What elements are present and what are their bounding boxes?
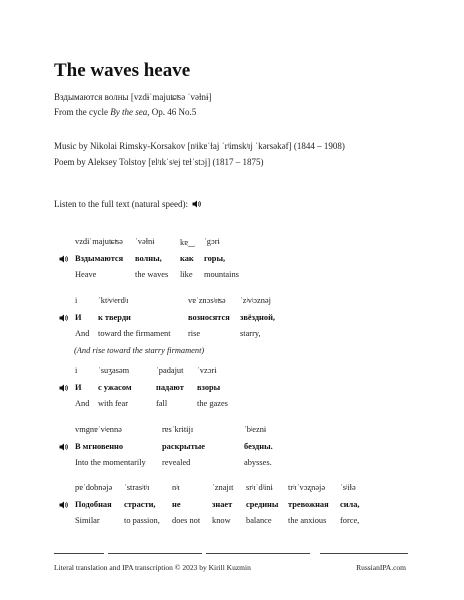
russian-title: Вздымаются волны [vzdɨˈmajuʨʦə ˈvəɫnɨ]	[54, 92, 212, 102]
russian-word: Подобная	[75, 500, 112, 509]
russian-word: страсти,	[124, 500, 156, 509]
footer-rule	[320, 553, 408, 554]
russian-word: к тверди	[98, 313, 131, 322]
ipa-word: vmgnɐˈvʲennə	[75, 425, 122, 434]
english-gloss: force,	[340, 516, 360, 525]
english-gloss: Into the momentarily	[75, 458, 146, 467]
ipa-word: rɐsˈkrɨtɨjɪ	[162, 425, 194, 434]
ipa-word: srʲɪˈdʲinɨ	[246, 483, 273, 492]
russian-word: горы,	[204, 254, 226, 263]
english-gloss: balance	[246, 516, 272, 525]
footer-site-link[interactable]: RussianIPA.com	[356, 563, 406, 572]
russian-word: как	[180, 254, 194, 263]
english-gloss: starry,	[240, 329, 261, 338]
listen-label: Listen to the full text (natural speed):	[54, 199, 188, 209]
russian-word: бездны.	[244, 442, 273, 451]
english-gloss: toward the firmament	[98, 329, 171, 338]
ipa-word: trʲɪˈvɔʐnəjə	[288, 483, 326, 492]
russian-word: Вздымаются	[75, 254, 124, 263]
footer-rule	[206, 553, 310, 554]
english-gloss: rise	[188, 329, 201, 338]
english-gloss: Heave	[75, 270, 97, 279]
music-credit: Music by Nikolai Rimsky-Korsakov [nʲikɐˈɫaj ˈrʲimskʲɪj ˈkərsəkəf] (1844 – 1908)	[54, 141, 345, 151]
english-gloss: revealed	[162, 458, 191, 467]
russian-word: звёздной,	[240, 313, 275, 322]
russian-word: волны,	[135, 254, 162, 263]
cycle-name: By the sea	[110, 107, 148, 117]
english-gloss: mountains	[204, 270, 239, 279]
english-gloss: abysses.	[244, 458, 272, 467]
russian-word: падают	[156, 383, 184, 392]
russian-word: сила,	[340, 500, 360, 509]
ipa-word: ˈzʲvʲɔznəj	[240, 296, 271, 305]
footer-rule	[54, 553, 104, 554]
speaker-icon[interactable]	[59, 501, 68, 509]
speaker-icon[interactable]	[59, 255, 68, 263]
ipa-word: pɐˈdobnəjə	[75, 483, 113, 492]
speaker-icon[interactable]	[59, 314, 68, 322]
speaker-icon[interactable]	[192, 200, 201, 208]
english-gloss: fall	[156, 399, 168, 408]
speaker-icon[interactable]	[59, 443, 68, 451]
ipa-word: ˈstrasʲtʲɪ	[124, 483, 150, 492]
english-gloss: Similar	[75, 516, 100, 525]
ipa-word: i	[75, 366, 78, 375]
russian-word: возносятся	[188, 313, 230, 322]
footer-rule	[108, 553, 202, 554]
english-gloss: And	[75, 399, 90, 408]
russian-word: взоры	[197, 383, 221, 392]
russian-word: И	[75, 383, 82, 392]
english-gloss: the waves	[135, 270, 169, 279]
ipa-word: ˈsuʒasəm	[98, 366, 130, 375]
ipa-word: ˈvzɔrɨ	[197, 366, 217, 375]
english-gloss: to passion,	[124, 516, 160, 525]
russian-word: знает	[212, 500, 233, 509]
ipa-word: ˈsʲiɫə	[340, 483, 356, 492]
ipa-word: ˈbʲeznɨ	[244, 425, 267, 434]
ipa-word: vzdɨˈmajuʨʦə	[75, 237, 123, 246]
russian-word: И	[75, 313, 82, 322]
ipa-word: vɐˈznɔsʲɪʦə	[188, 296, 226, 305]
ipa-word: ˈznajɪt	[212, 483, 234, 492]
footer-copyright: Literal translation and IPA transcription © 2023 by Kirill Kuzmin	[54, 563, 251, 572]
ipa-word: ˈgɔrɨ	[204, 237, 220, 246]
speaker-icon[interactable]	[59, 384, 68, 392]
english-gloss: know	[212, 516, 231, 525]
english-gloss: And	[75, 329, 90, 338]
russian-word: раскрытые	[162, 442, 205, 451]
russian-word: В мгновенно	[75, 442, 124, 451]
russian-word: с ужасом	[98, 383, 132, 392]
russian-word: тревожная	[288, 500, 329, 509]
english-gloss: the anxious	[288, 516, 327, 525]
english-gloss: does not	[172, 516, 201, 525]
ipa-word: kɐ‿	[180, 238, 195, 247]
cycle-line: From the cycle By the sea, Op. 46 No.5	[54, 107, 197, 117]
ipa-word: ˈvəɫnɨ	[135, 237, 155, 246]
ipa-word: ˈpadajut	[156, 366, 184, 375]
line-translation: (And rise toward the starry firmament)	[74, 346, 205, 355]
english-gloss: like	[180, 270, 193, 279]
poem-credit: Poem by Aleksey Tolstoy [ɐlʲɪkˈsʲej tɐɫˈstɔj] (1817 – 1875)	[54, 157, 264, 167]
ipa-word: nʲɪ	[172, 483, 180, 492]
ipa-word: ˈktʲvʲerdʲɪ	[98, 296, 129, 305]
english-gloss: the gazes	[197, 399, 228, 408]
russian-word: средины	[246, 500, 279, 509]
listen-line	[54, 199, 201, 209]
page-title: The waves heave	[54, 60, 191, 81]
russian-word: не	[172, 500, 181, 509]
english-gloss: with fear	[98, 399, 128, 408]
ipa-word: i	[75, 296, 78, 305]
